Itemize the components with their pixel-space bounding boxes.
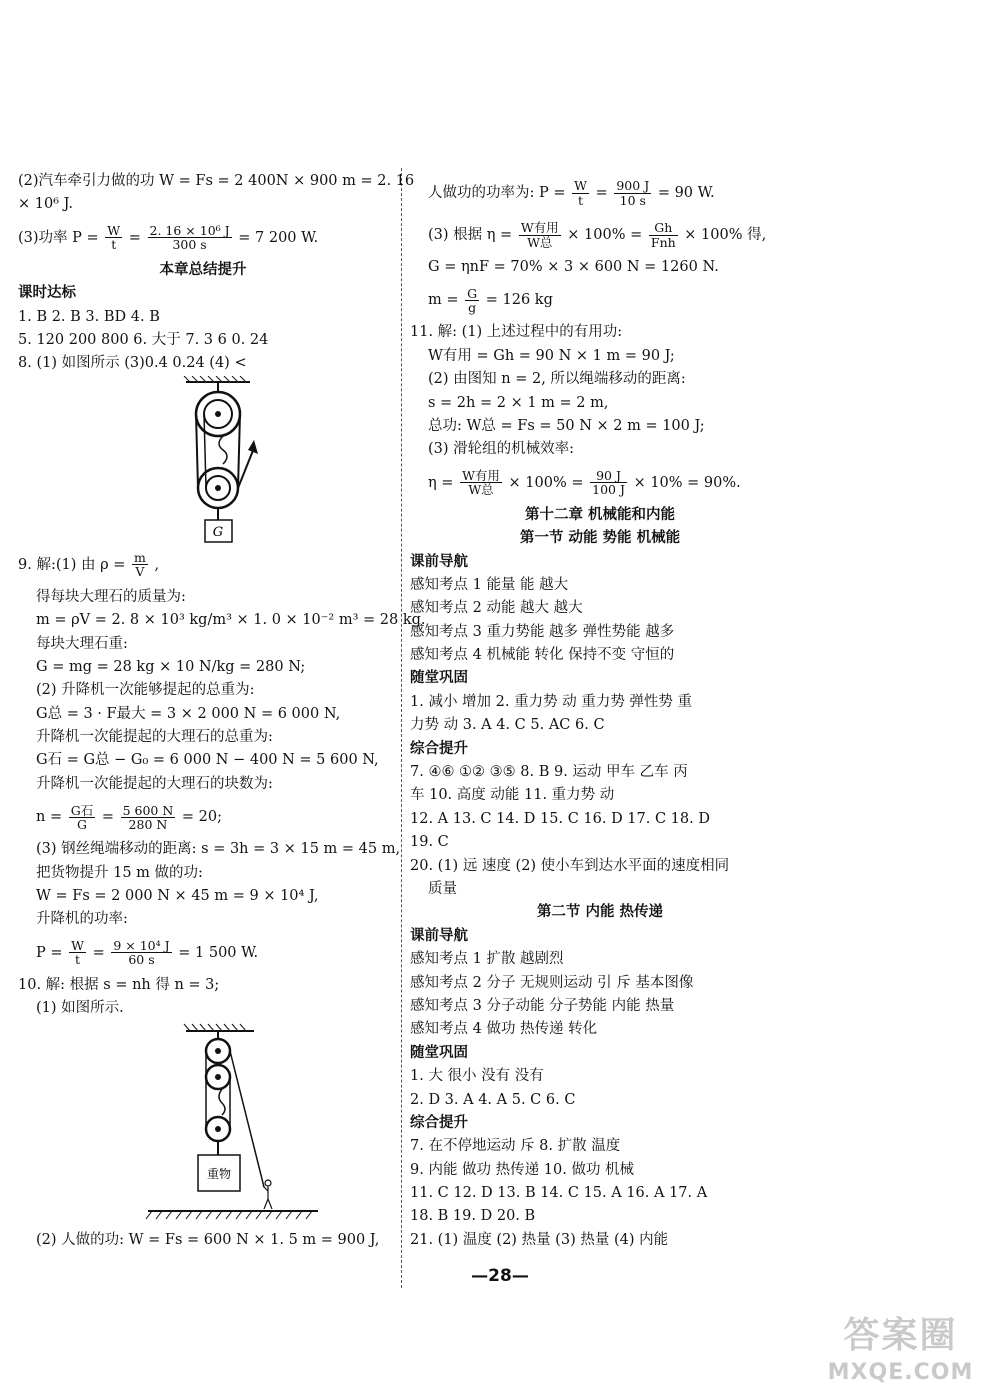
denominator: 300 s: [172, 237, 207, 253]
subsection-heading: 综合提升: [410, 1114, 468, 1131]
fraction: [121, 804, 176, 831]
pulley-figure-1: [18, 376, 388, 544]
denominator: 100 J: [592, 482, 625, 498]
answer-text: 升降机的功率:: [36, 911, 128, 928]
answer-text: (3) 滑轮组的机械效率:: [428, 441, 575, 458]
numerator: G: [467, 285, 478, 301]
formula-text: × 10% = 90%.: [633, 474, 741, 491]
answer-text: 每块大理石重:: [36, 635, 128, 652]
answer-text: 升降机一次能提起的大理石的总重为:: [36, 729, 273, 746]
fraction: [590, 469, 627, 496]
pulley-efficiency-formula: [410, 462, 790, 504]
answer-text: 21. (1) 温度 (2) 热量 (3) 热量 (4) 内能: [410, 1231, 669, 1248]
subsection-heading: 综合提升: [410, 740, 468, 757]
formula-text: =: [101, 809, 114, 826]
answer-text: 10. 解: 根据 s = nh 得 n = 3;: [18, 976, 220, 993]
left-column: [18, 170, 426, 1252]
numerator: G石: [70, 802, 94, 818]
answer-text: 1. 大 很小 没有 没有: [410, 1068, 544, 1085]
watermark-logo: [813, 1307, 988, 1385]
answer-text: G总 = 3 · F最大 = 3 × 2 000 N = 6 000 N,: [36, 705, 341, 722]
answer-text: 总功: W总 = Fs = 50 N × 2 m = 100 J;: [428, 417, 705, 434]
denominator: 10 s: [619, 192, 646, 208]
numerator: W有用: [520, 220, 559, 236]
pulley-diagram-1: [18, 376, 388, 544]
denominator: Fnh: [650, 234, 676, 250]
fraction: [465, 287, 479, 314]
formula-text: × 100% 得,: [684, 227, 767, 243]
denominator: 60 s: [128, 952, 155, 968]
fraction: [519, 221, 561, 248]
numerator: m: [133, 550, 146, 566]
formula-text: 9. 解:(1) 由 ρ =: [18, 556, 126, 573]
fraction: [614, 179, 651, 206]
answer-text: 5. 120 200 800 6. 大于 7. 3 6 0. 24: [18, 331, 269, 348]
fraction: [148, 224, 232, 251]
answer-text: 7. 在不停地运动 斥 8. 扩散 温度: [410, 1138, 621, 1155]
load-label-g: G: [212, 524, 224, 540]
lift-power-formula: [18, 932, 388, 974]
answer-text: 得每块大理石的质量为:: [36, 588, 186, 605]
answer-text: 19. C: [410, 834, 449, 851]
efficiency-formula: [410, 214, 790, 256]
answer-text: 感知考点 3 分子动能 分子势能 内能 热量: [410, 997, 675, 1014]
work-power-formula: [410, 172, 790, 214]
column-divider: [401, 168, 402, 1288]
numerator: W: [574, 178, 587, 194]
denominator: t: [111, 237, 117, 253]
pulley-figure-2: [18, 1021, 388, 1229]
formula-text: =: [128, 229, 141, 246]
answer-text: 感知考点 2 分子 无规则运动 引 斥 基本图像: [410, 974, 694, 991]
formula-text: = 126 kg: [485, 292, 553, 309]
answer-text: 1. 减小 增加 2. 重力势 动 重力势 弹性势 重: [410, 693, 693, 710]
answer-text: W = Fs = 2 000 N × 45 m = 9 × 10⁴ J,: [36, 888, 319, 905]
count-formula: [18, 796, 388, 838]
fraction: [111, 939, 171, 966]
denominator: t: [75, 952, 81, 968]
answer-text: G = ηnF = 70% × 3 × 600 N = 1260 N.: [428, 259, 719, 275]
formula-text: =: [92, 944, 105, 961]
fraction: [460, 469, 502, 496]
denominator: t: [578, 192, 584, 208]
right-column: [410, 172, 790, 1252]
denominator: V: [135, 564, 145, 580]
watermark-title: 答案圈: [843, 1315, 958, 1356]
answer-text: (2) 人做的功: W = Fs = 600 N × 1. 5 m = 900 J,: [36, 1231, 380, 1248]
answer-text: 感知考点 4 机械能 转化 保持不变 守恒的: [410, 647, 675, 664]
fraction: [132, 551, 148, 578]
answer-text: W有用 = Gh = 90 N × 1 m = 90 J;: [428, 347, 675, 364]
answer-text: 升降机一次能提起的大理石的块数为:: [36, 775, 273, 792]
density-formula: [18, 544, 388, 586]
answer-text: 7. ④⑥ ①② ③⑤ 8. B 9. 运动 甲车 乙车 丙: [410, 764, 688, 781]
subsection-heading: 随堂巩固: [410, 670, 468, 687]
formula-text: = 7 200 W.: [238, 229, 319, 246]
fraction: [69, 939, 86, 966]
numerator: W: [107, 223, 121, 239]
numerator: 900 J: [616, 178, 650, 194]
fraction: [69, 804, 96, 831]
answer-text: 12. A 13. C 14. D 15. C 16. D 17. C 18. D: [410, 810, 710, 827]
formula-text: = 20;: [181, 809, 223, 826]
answer-text: 9. 内能 做功 热传递 10. 做功 机械: [410, 1161, 635, 1178]
answer-text: × 10⁶ J.: [18, 196, 73, 213]
answer-text: 11. C 12. D 13. B 14. C 15. A 16. A 17. A: [410, 1185, 708, 1202]
fraction: [649, 221, 678, 248]
section-heading: 本章总结提升: [159, 261, 247, 278]
answer-text: 感知考点 3 重力势能 越多 弹性势能 越多: [410, 623, 675, 640]
answer-text: (2) 升降机一次能够提起的总重为:: [36, 682, 255, 699]
answer-text: m = ρV = 2. 8 × 10³ kg/m³ × 1. 0 × 10⁻² m³ = 28 kg.: [36, 612, 426, 629]
section-heading: 第二节 内能 热传递: [536, 904, 664, 921]
answer-text: 感知考点 4 做功 热传递 转化: [410, 1021, 598, 1038]
subsection-heading: 课时达标: [18, 285, 76, 302]
answer-text: 1. B 2. B 3. BD 4. B: [18, 308, 160, 325]
formula-text: η =: [428, 474, 454, 491]
denominator: W总: [527, 234, 553, 250]
answer-text: 把货物提升 15 m 做的功:: [36, 864, 203, 881]
answer-text: G石 = G总 − G₀ = 6 000 N − 400 N = 5 600 N,: [36, 752, 379, 769]
answer-text: (2)汽车牵引力做的功 W = Fs = 2 400N × 900 m = 2. 16: [18, 173, 415, 189]
formula-text: ,: [154, 556, 160, 573]
numerator: 2. 16 × 10⁶ J: [149, 223, 230, 239]
numerator: 90 J: [590, 469, 627, 483]
answer-text: G = mg = 28 kg × 10 N/kg = 280 N;: [36, 658, 306, 675]
answer-text: 感知考点 2 动能 越大 越大: [410, 600, 583, 617]
formula-text: m =: [428, 292, 459, 309]
answer-text: 20. (1) 远 速度 (2) 使小车到达水平面的速度相同: [410, 857, 730, 874]
denominator: W总: [468, 482, 494, 498]
numerator: 5 600 N: [122, 802, 174, 818]
numerator: W: [71, 938, 84, 954]
page-number: —28—: [471, 1266, 529, 1286]
answer-text: 18. B 19. D 20. B: [410, 1208, 536, 1225]
section-heading: 第一节 动能 势能 机械能: [519, 530, 681, 547]
fraction: [105, 224, 122, 251]
answer-text: 11. 解: (1) 上述过程中的有用功:: [410, 324, 623, 341]
formula-text: = 90 W.: [657, 185, 715, 201]
formula-text: 人做功的功率为: P =: [428, 185, 566, 201]
denominator: g: [468, 299, 477, 315]
mass-formula: [410, 279, 790, 321]
denominator: G: [76, 816, 87, 832]
answer-text: s = 2h = 2 × 1 m = 2 m,: [428, 394, 609, 411]
answer-text: 8. (1) 如图所示 (3)0.4 0.24 (4) <: [18, 355, 247, 372]
answer-text: (2) 由图知 n = 2, 所以绳端移动的距离:: [428, 371, 686, 388]
answer-text: 2. D 3. A 4. A 5. C 6. C: [410, 1091, 576, 1108]
formula-text: n =: [36, 809, 63, 826]
denominator: 280 N: [128, 816, 168, 832]
formula-text: × 100% =: [508, 474, 584, 491]
answer-text: 车 10. 高度 动能 11. 重力势 动: [410, 787, 615, 804]
answer-text: 感知考点 1 能量 能 越大: [410, 576, 569, 593]
subsection-heading: 课前导航: [410, 553, 468, 570]
fraction: [572, 179, 589, 206]
answer-text: 力势 动 3. A 4. C 5. AC 6. C: [410, 717, 605, 734]
power-formula: [18, 217, 388, 259]
formula-text: × 100% =: [567, 227, 643, 243]
formula-text: =: [595, 185, 608, 201]
answer-text: (3) 钢丝绳端移动的距离: s = 3h = 3 × 15 m = 45 m,: [36, 841, 401, 858]
chapter-heading: 第十二章 机械能和内能: [524, 506, 676, 523]
pulley-diagram-2: [18, 1021, 388, 1229]
watermark-url: MXQE.COM: [827, 1360, 974, 1385]
answer-text: 感知考点 1 扩散 越剧烈: [410, 951, 564, 968]
load-label-heavy: 重物: [206, 1166, 232, 1181]
answer-text: 质量: [428, 880, 457, 897]
numerator: W有用: [462, 468, 500, 484]
formula-text: = 1 500 W.: [178, 944, 259, 961]
numerator: Gh: [649, 221, 678, 235]
formula-text: P =: [36, 944, 63, 961]
subsection-heading: 课前导航: [410, 927, 468, 944]
answer-text: (1) 如图所示.: [36, 1000, 124, 1017]
formula-text: (3) 根据 η =: [428, 227, 513, 243]
formula-text: (3)功率 P =: [18, 229, 99, 246]
numerator: 9 × 10⁴ J: [113, 938, 170, 954]
subsection-heading: 随堂巩固: [410, 1044, 468, 1061]
